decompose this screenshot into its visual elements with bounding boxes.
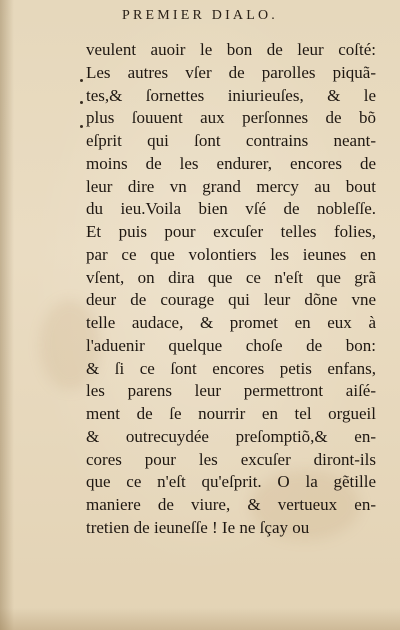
text-line: Et puis pour excuſer telles folies,: [86, 222, 376, 241]
text-line: vſent, on dira que ce n'eſt que grã: [86, 267, 376, 287]
text-line: du ieu.Voila bien vſé de nobleſſe.: [86, 199, 376, 219]
text-line: plus ſouuent aux perſonnes de bõ: [86, 108, 376, 128]
page-shadow-left: [0, 0, 14, 630]
text-line: l'aduenir quelque choſe de bon:: [86, 335, 376, 355]
text-line: moins de les endurer, encores de: [86, 153, 376, 173]
text-line: ment de ſe nourrir en tel orgueil: [86, 404, 376, 423]
text-line: tretien de ieuneſſe ! Ie ne ſçay ou: [86, 517, 310, 537]
text-line: deur de courage qui leur dõne vne: [86, 290, 376, 310]
text-line: leur dire vn grand mercy au bout: [86, 176, 376, 196]
main-text: [86, 39, 376, 540]
text-line: les parens leur permettront aiſé-: [86, 381, 376, 401]
text-line: maniere de viure, & vertueux en-: [86, 495, 376, 514]
text-line: tes,& ſornettes iniurieuſes, & le: [86, 85, 376, 105]
text-line: Les autres vſer de parolles piquã-: [86, 62, 376, 82]
running-head: PREMIER DIALO.: [121, 8, 279, 23]
margin-dot: [80, 101, 83, 104]
text-line: eſprit qui ſont contrains neant-: [86, 131, 376, 150]
margin-dot: [80, 79, 83, 82]
text-line: veulent auoir le bon de leur coſté:: [86, 40, 376, 59]
margin-dot: [80, 125, 83, 128]
text-line: & outrecuydée preſomptiõ,& en-: [86, 426, 376, 446]
text-line: cores pour les excuſer diront-ils: [86, 449, 376, 469]
text-line: & ſi ce ſont encores petis enfans,: [86, 358, 376, 378]
text-line: que ce n'eſt qu'eſprit. O la gẽtille: [86, 472, 376, 492]
text-line: par ce que volontiers les ieunes en: [86, 244, 376, 264]
page-shadow-bottom: [0, 608, 400, 630]
text-line: telle audace, & promet en eux à: [86, 313, 376, 332]
